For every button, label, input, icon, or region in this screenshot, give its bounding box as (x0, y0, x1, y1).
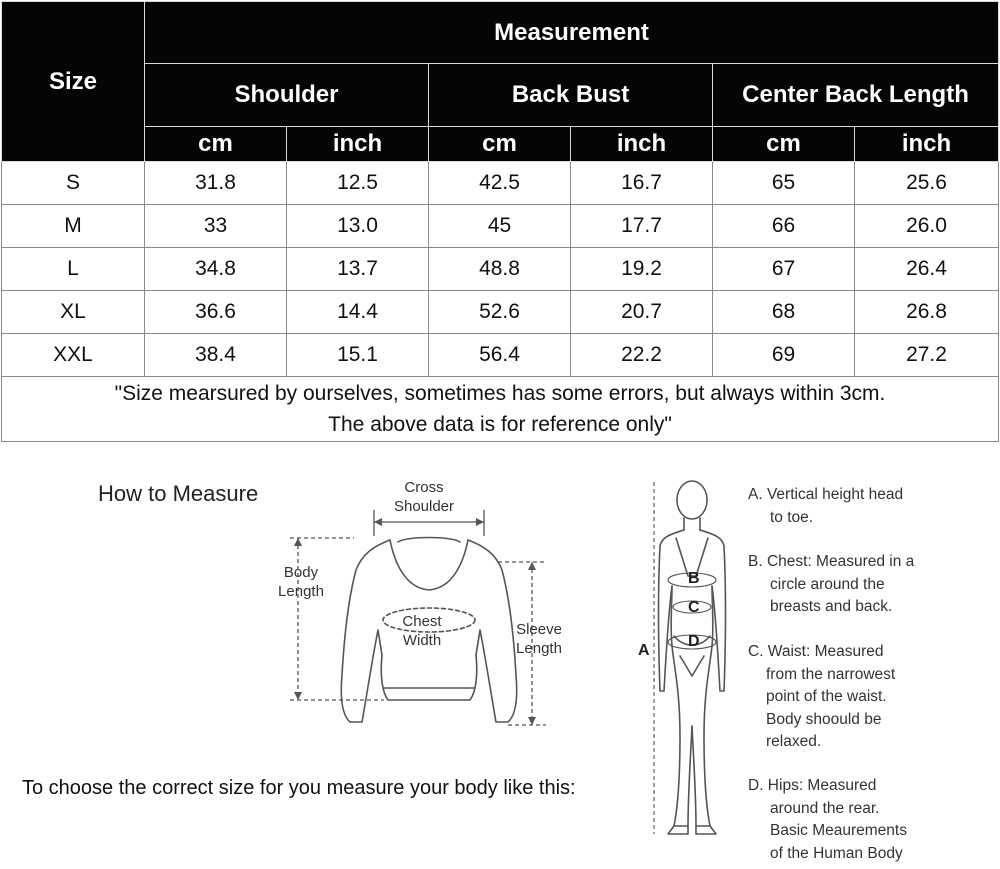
value-cell: 36.6 (145, 291, 287, 334)
unit-header: inch (571, 127, 713, 162)
table-row (2, 205, 999, 248)
value-cell: 16.7 (571, 162, 713, 205)
size-cell: M (2, 205, 145, 248)
table-row (2, 334, 999, 377)
value-cell: 25.6 (855, 162, 999, 205)
sleeve-length-label: Sleeve Length (516, 621, 562, 657)
value-cell: 31.8 (145, 162, 287, 205)
unit-header: inch (855, 127, 999, 162)
value-cell: 13.7 (287, 248, 429, 291)
size-cell: XL (2, 291, 145, 334)
body-letter-b: B (688, 570, 700, 587)
value-cell: 12.5 (287, 162, 429, 205)
size-chart-table (1, 1, 999, 442)
unit-header: cm (713, 127, 855, 162)
value-cell: 67 (713, 248, 855, 291)
body-letter-a: A (638, 642, 650, 659)
value-cell: 15.1 (287, 334, 429, 377)
measurement-header: Measurement (145, 2, 999, 64)
unit-header: inch (287, 127, 429, 162)
value-cell: 65 (713, 162, 855, 205)
unit-header: cm (145, 127, 287, 162)
value-cell: 27.2 (855, 334, 999, 377)
table-row (2, 248, 999, 291)
value-cell: 34.8 (145, 248, 287, 291)
value-cell: 45 (429, 205, 571, 248)
value-cell: 26.4 (855, 248, 999, 291)
value-cell: 48.8 (429, 248, 571, 291)
value-cell: 26.8 (855, 291, 999, 334)
value-cell: 69 (713, 334, 855, 377)
description-c: C. Waist: Measured from the narrowest point of the waist. Body shoould be relaxed. (748, 643, 896, 750)
table-row (2, 162, 999, 205)
value-cell: 33 (145, 205, 287, 248)
value-cell: 22.2 (571, 334, 713, 377)
how-to-measure-title: How to Measure (98, 481, 259, 506)
value-cell: 56.4 (429, 334, 571, 377)
table-note (2, 377, 999, 442)
value-cell: 13.0 (287, 205, 429, 248)
body-length-label: Body Length (278, 564, 324, 600)
center-back-length-header: Center Back Length (713, 64, 999, 127)
value-cell: 20.7 (571, 291, 713, 334)
unit-header: cm (429, 127, 571, 162)
value-cell: 68 (713, 291, 855, 334)
value-cell: 14.4 (287, 291, 429, 334)
value-cell: 42.5 (429, 162, 571, 205)
chest-width-label: Chest Width (402, 613, 442, 649)
size-cell: S (2, 162, 145, 205)
value-cell: 66 (713, 205, 855, 248)
note-line: The above data is for reference only" (328, 413, 672, 436)
table-row (2, 291, 999, 334)
cross-shoulder-label: Cross Shoulder (393, 479, 455, 515)
size-cell: XXL (2, 334, 145, 377)
body-letter-d: D (688, 633, 700, 650)
body-letter-c: C (688, 599, 700, 616)
choose-size-text: To choose the correct size for you measure your body like this: (22, 777, 576, 799)
value-cell: 19.2 (571, 248, 713, 291)
size-header: Size (2, 2, 145, 162)
shoulder-header: Shoulder (145, 64, 429, 127)
size-cell: L (2, 248, 145, 291)
back-bust-header: Back Bust (429, 64, 713, 127)
value-cell: 17.7 (571, 205, 713, 248)
body-figure-diagram (640, 476, 740, 844)
value-cell: 38.4 (145, 334, 287, 377)
description-d: D. Hips: Measured around the rear. Basic Meaurements of the Human Body (748, 777, 907, 862)
note-line: "Size mearsured by ourselves, sometimes has some errors, but always within 3cm. (114, 382, 886, 405)
description-a: A. Vertical height head to toe. (748, 486, 904, 526)
value-cell: 52.6 (429, 291, 571, 334)
value-cell: 26.0 (855, 205, 999, 248)
description-b: B. Chest: Measured in a circle around the breasts and back. (748, 553, 915, 615)
